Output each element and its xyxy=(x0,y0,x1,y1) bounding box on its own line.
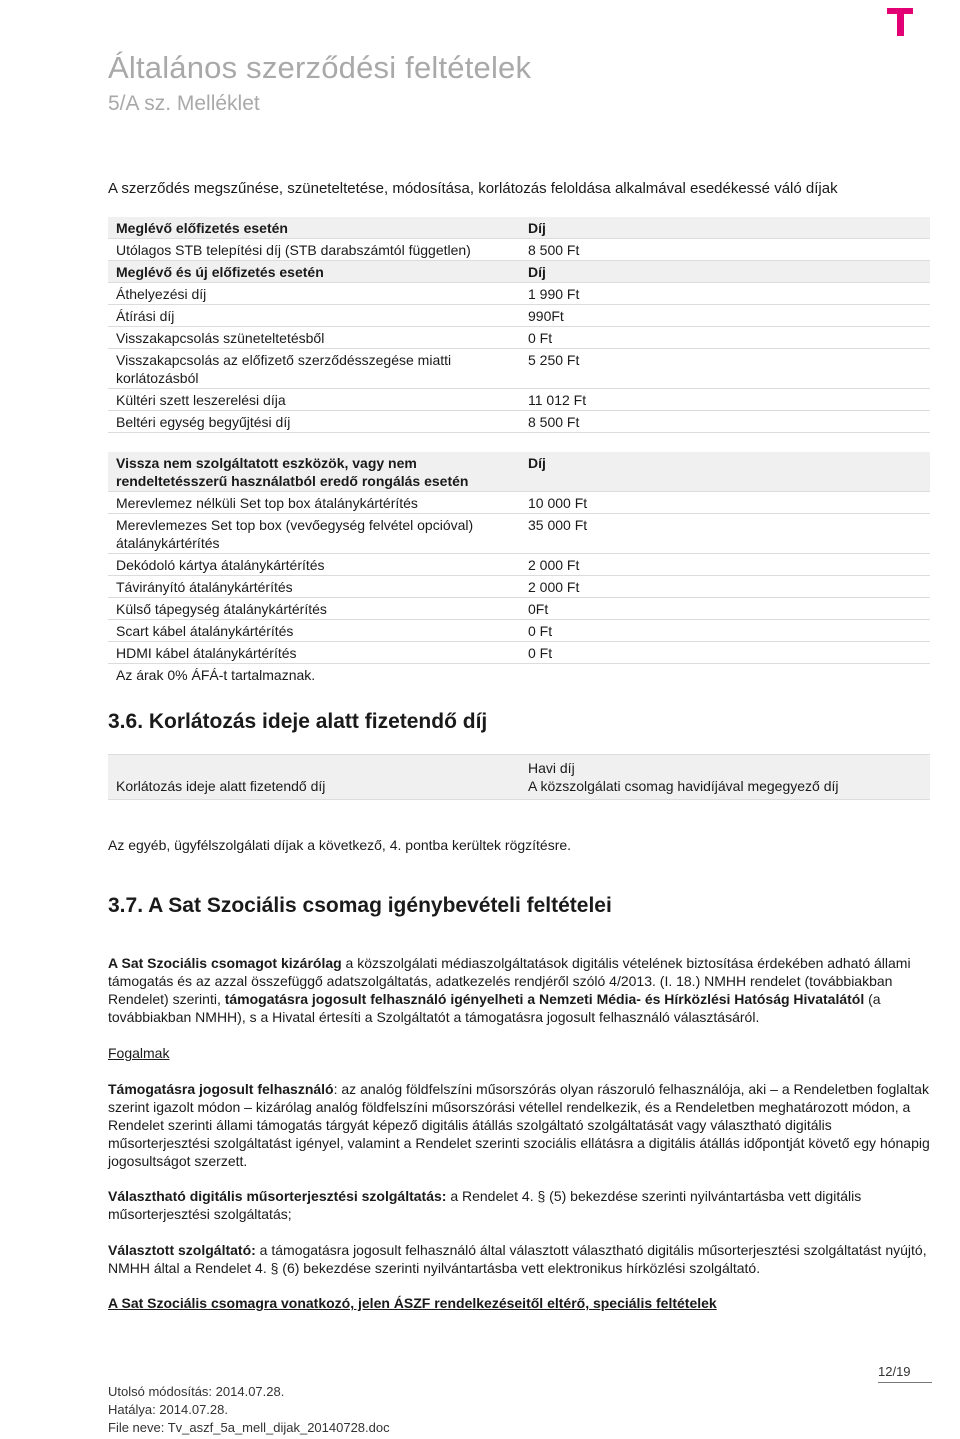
row-label: Külső tápegység átalánykártérítés xyxy=(116,601,327,617)
table-row xyxy=(108,554,930,576)
row-label: Visszakapcsolás az előfizető szerződésszegése miatti korlátozásból xyxy=(116,352,452,386)
row-value: 8 500 Ft xyxy=(528,242,580,258)
table-row xyxy=(108,327,930,349)
table-row xyxy=(108,642,930,664)
row-value: 0Ft xyxy=(528,601,549,617)
row-label: Átírási díj xyxy=(116,308,175,324)
row-value: 10 000 Ft xyxy=(528,495,588,511)
special-conditions-title xyxy=(108,1294,930,1312)
table-row xyxy=(108,283,930,305)
restriction-fee-table xyxy=(108,754,930,800)
definition-2-text: a Rendelet 4. § (5) bekezdése szerinti nyilvántartásba vett digitális műsorterjesztési szolgáltatás; xyxy=(108,1188,862,1222)
row-value: Díj xyxy=(528,455,546,471)
row-label: Merevlemez nélküli Set top box átalánykártérítés xyxy=(116,495,418,511)
table-row xyxy=(108,239,930,261)
fees-table xyxy=(108,217,930,433)
row-label: Vissza nem szolgáltatott eszközök, vagy nem rendeltetésszerű használatból eredő rongálás esetén xyxy=(116,455,469,489)
intro-bold-1: A Sat Szociális csomagot kizárólag xyxy=(108,955,342,971)
table-row xyxy=(108,452,930,492)
row-value: 11 012 Ft xyxy=(528,392,587,408)
row-label: Távirányító átalánykártérítés xyxy=(116,579,293,595)
row-value: 2 000 Ft xyxy=(528,557,580,573)
special-conditions-text: A Sat Szociális csomagra vonatkozó, jelen ÁSZF rendelkezéseitől eltérő, speciális feltételek xyxy=(108,1295,717,1311)
row-value: 8 500 Ft xyxy=(528,414,580,430)
row-label: Scart kábel átalánykártérítés xyxy=(116,623,294,639)
row-value: 0 Ft xyxy=(528,623,553,639)
table-row xyxy=(108,598,930,620)
table-row xyxy=(108,349,930,389)
document-title: Általános szerződési feltételek xyxy=(108,50,532,85)
row-value: 0 Ft xyxy=(528,330,553,346)
price-note: Az árak 0% ÁFÁ-t tartalmaznak. xyxy=(116,667,316,683)
row-label: Merevlemezes Set top box (vevőegység felvétel opcióval) átalánykártérítés xyxy=(116,517,474,551)
definition-1 xyxy=(108,1080,930,1170)
footer-filename: File neve: Tv_aszf_5a_mell_dijak_20140728.doc xyxy=(108,1420,390,1435)
row-value: Díj xyxy=(528,220,546,236)
page-number-divider xyxy=(878,1382,932,1383)
table-row xyxy=(108,389,930,411)
row-label: Beltéri egység begyűjtési díj xyxy=(116,414,291,430)
row-value: Díj xyxy=(528,264,546,280)
row-value: 0 Ft xyxy=(528,645,553,661)
row-label: Kültéri szett leszerelési díja xyxy=(116,392,286,408)
monthly-fee-value: A közszolgálati csomag havidíjával megegyező díj xyxy=(528,778,839,794)
other-fees-note: Az egyéb, ügyfélszolgálati díjak a következő, 4. pontba kerültek rögzítésre. xyxy=(108,837,572,853)
row-value: 990Ft xyxy=(528,308,564,324)
row-label: Dekódoló kártya átalánykártérítés xyxy=(116,557,325,573)
intro-text-1: a közszolgálati médiaszolgáltatások digitális vételének biztosítása érdekében adható állami támogatás és az azzal összefüggő adatszolgáltatás, adatkezelés rendjéről szóló 4/2013. (I. 18.) NMHH rendelet (továbbiakban Rendelet) szerinti, xyxy=(108,955,911,1007)
devices-table xyxy=(108,452,930,686)
definition-2 xyxy=(108,1187,930,1223)
row-label: Áthelyezési díj xyxy=(116,286,207,302)
row-value: 5 250 Ft xyxy=(528,352,580,368)
row-value: 1 990 Ft xyxy=(528,286,580,302)
telekom-t-logo xyxy=(883,4,917,40)
footer-modified: Utolsó módosítás: 2014.07.28. xyxy=(108,1384,285,1399)
intro-text-2: (a továbbiakban NMHH), s a Hivatal értesíti a Szolgáltatót a támogatásra jogosult felhasználó választásáról. xyxy=(108,991,881,1025)
definition-1-text: : az analóg földfelszíni műsorszórás olyan rászoruló felhasználója, aki – a Rendeletben foglaltak szerint igazolt módon – kizárólag analóg földfelszíni műsorszórási vétellel rendelkezik, és a Rendeletben meghatározott módon, a Rendelet szerinti állami támogatás tárgyát képező digitális átállás szolgáltató szolgáltatását vagy választható digitális műsorterjesztési szolgáltatást igényel, valamint a Rendelet szerinti szociális ellátásra a digitális átállás időpontját követő egy hónapig jogosultságot szerzett. xyxy=(108,1081,930,1169)
definition-3-term: Választott szolgáltató: xyxy=(108,1242,256,1258)
row-label: Utólagos STB telepítési díj (STB darabszámtól független) xyxy=(116,242,471,258)
concepts-title: Fogalmak xyxy=(108,1045,170,1061)
row-label: HDMI kábel átalánykártérítés xyxy=(116,645,297,661)
definition-3 xyxy=(108,1241,930,1277)
table-row xyxy=(108,411,930,433)
table-row xyxy=(108,492,930,514)
monthly-fee-header: Havi díj xyxy=(528,760,575,776)
row-value: 2 000 Ft xyxy=(528,579,580,595)
table-row xyxy=(108,514,930,554)
row-value-block xyxy=(516,755,930,799)
logo-stem xyxy=(897,8,904,36)
fees-section-heading: A szerződés megszűnése, szüneteltetése, módosítása, korlátozás feloldása alkalmával esedékessé váló díjak xyxy=(108,180,838,197)
definition-1-term: Támogatásra jogosult felhasználó xyxy=(108,1081,334,1097)
intro-bold-2: támogatásra jogosult felhasználó igényelheti a Nemzeti Média- és Hírközlési Hatóság Hivatalától xyxy=(224,991,865,1007)
table-row xyxy=(108,620,930,642)
footer-effective: Hatálya: 2014.07.28. xyxy=(108,1402,228,1417)
table-note-row xyxy=(108,664,930,686)
document-subtitle: 5/A sz. Melléklet xyxy=(108,92,260,115)
row-label: Visszakapcsolás szüneteltetésből xyxy=(116,330,325,346)
intro-paragraph xyxy=(108,954,930,1026)
table-row xyxy=(108,261,930,283)
row-label: Meglévő előfizetés esetén xyxy=(116,220,288,236)
row-value: 35 000 Ft xyxy=(528,517,588,533)
definition-2-term: Választható digitális műsorterjesztési szolgáltatás: xyxy=(108,1188,447,1204)
row-label: Korlátozás ideje alatt fizetendő díj xyxy=(116,778,326,794)
page-number: 12/19 xyxy=(878,1364,911,1379)
row-label: Meglévő és új előfizetés esetén xyxy=(116,264,324,280)
section-3-7-heading: 3.7. A Sat Szociális csomag igénybevételi feltételei xyxy=(108,894,612,917)
table-row xyxy=(108,217,930,239)
table-row xyxy=(108,305,930,327)
table-row xyxy=(108,576,930,598)
table-row xyxy=(108,754,930,800)
section-3-6-heading: 3.6. Korlátozás ideje alatt fizetendő díj xyxy=(108,710,488,733)
definition-3-text: a támogatásra jogosult felhasználó által választott választható digitális műsorterjesztési szolgáltatást nyújtó, NMHH által a Rendelet 4. § (6) bekezdése szerinti nyilvántartásba vett elektronikus hírközlési szolgáltató. xyxy=(108,1242,927,1276)
